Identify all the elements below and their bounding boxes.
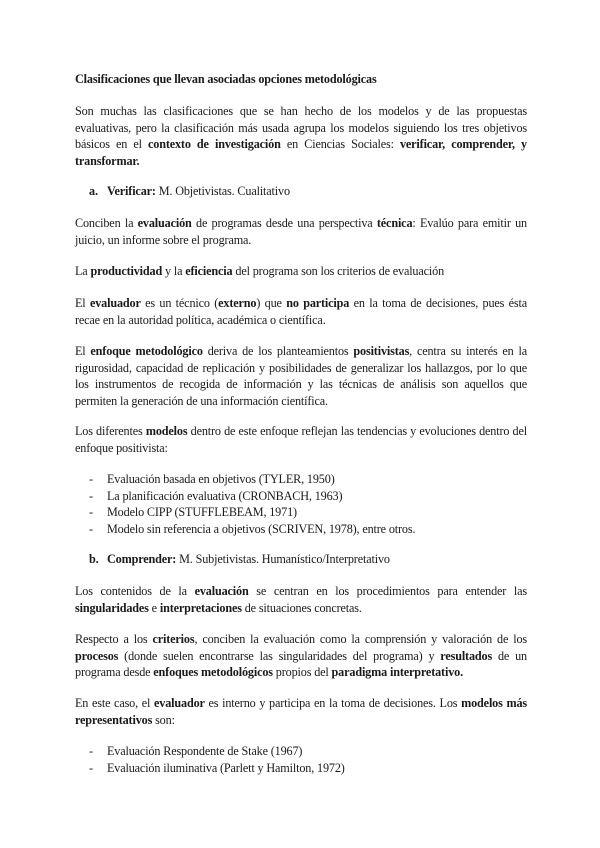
paragraph-respecto: Respecto a los criterios, conciben la evaluación como la comprensión y valoración de los procesos (donde suelen encontrarse las singularidades del programa) y resultados de un programa desde enfoques metodológicos propios del paradigma interpretativo. [75, 632, 527, 680]
list-item: - Evaluación iluminativa (Parlett y Hamilton, 1972) [89, 761, 345, 775]
section-b-heading: b. Comprender: M. Subjetivistas. Humanístico/Interpretativo [89, 552, 390, 566]
paragraph-modelos: Los diferentes modelos dentro de este enfoque reflejan las tendencias y evoluciones dentro del enfoque positivista: [75, 424, 527, 455]
paragraph-contenidos: Los contenidos de la evaluación se centran en los procedimientos para entender las singularidades e interpretaciones de situaciones concretas. [75, 584, 527, 615]
paragraph-enfoque: El enfoque metodológico deriva de los planteamientos positivistas, centra su interés en la rigurosidad, capacidad de replicación y posibilidades de generalizar los hallazgos, por lo que los instrumentos de recogida de información y las técnicas de análisis son aquellos que permiten la generación de una información científica. [75, 344, 527, 408]
paragraph-tecnica: Conciben la evaluación de programas desde una perspectiva técnica: Evalúo para emitir un juicio, un informe sobre el programa. [75, 216, 527, 247]
list-item: - Modelo CIPP (STUFFLEBEAM, 1971) [89, 505, 297, 519]
page-title: Clasificaciones que llevan asociadas opciones metodológicas [75, 72, 377, 86]
list-item: - Modelo sin referencia a objetivos (SCRIVEN, 1978), entre otros. [89, 522, 416, 536]
list-item: - La planificación evaluativa (CRONBACH, 1963) [89, 489, 343, 503]
paragraph-evaluador-interno: En este caso, el evaluador es interno y participa en la toma de decisiones. Los modelos más representativos son: [75, 696, 527, 727]
intro-paragraph: Son muchas las clasificaciones que se han hecho de los modelos y de las propuestas evaluativas, pero la clasificación más usada agrupa los modelos siguiendo los tres objetivos básicos en el contexto de investigación en Ciencias Sociales: verificar, comprender, y transformar. [75, 104, 527, 168]
list-item: - Evaluación Respondente de Stake (1967) [89, 744, 303, 758]
section-a-heading: a. Verificar: M. Objetivistas. Cualitativo [89, 184, 290, 198]
paragraph-evaluador: El evaluador es un técnico (externo) que no participa en la toma de decisiones, pues ésta recae en la autoridad política, académica o científica. [75, 296, 528, 327]
paragraph-criterios: La productividad y la eficiencia del programa son los criterios de evaluación [75, 264, 445, 278]
list-item: - Evaluación basada en objetivos (TYLER, 1950) [89, 472, 335, 486]
